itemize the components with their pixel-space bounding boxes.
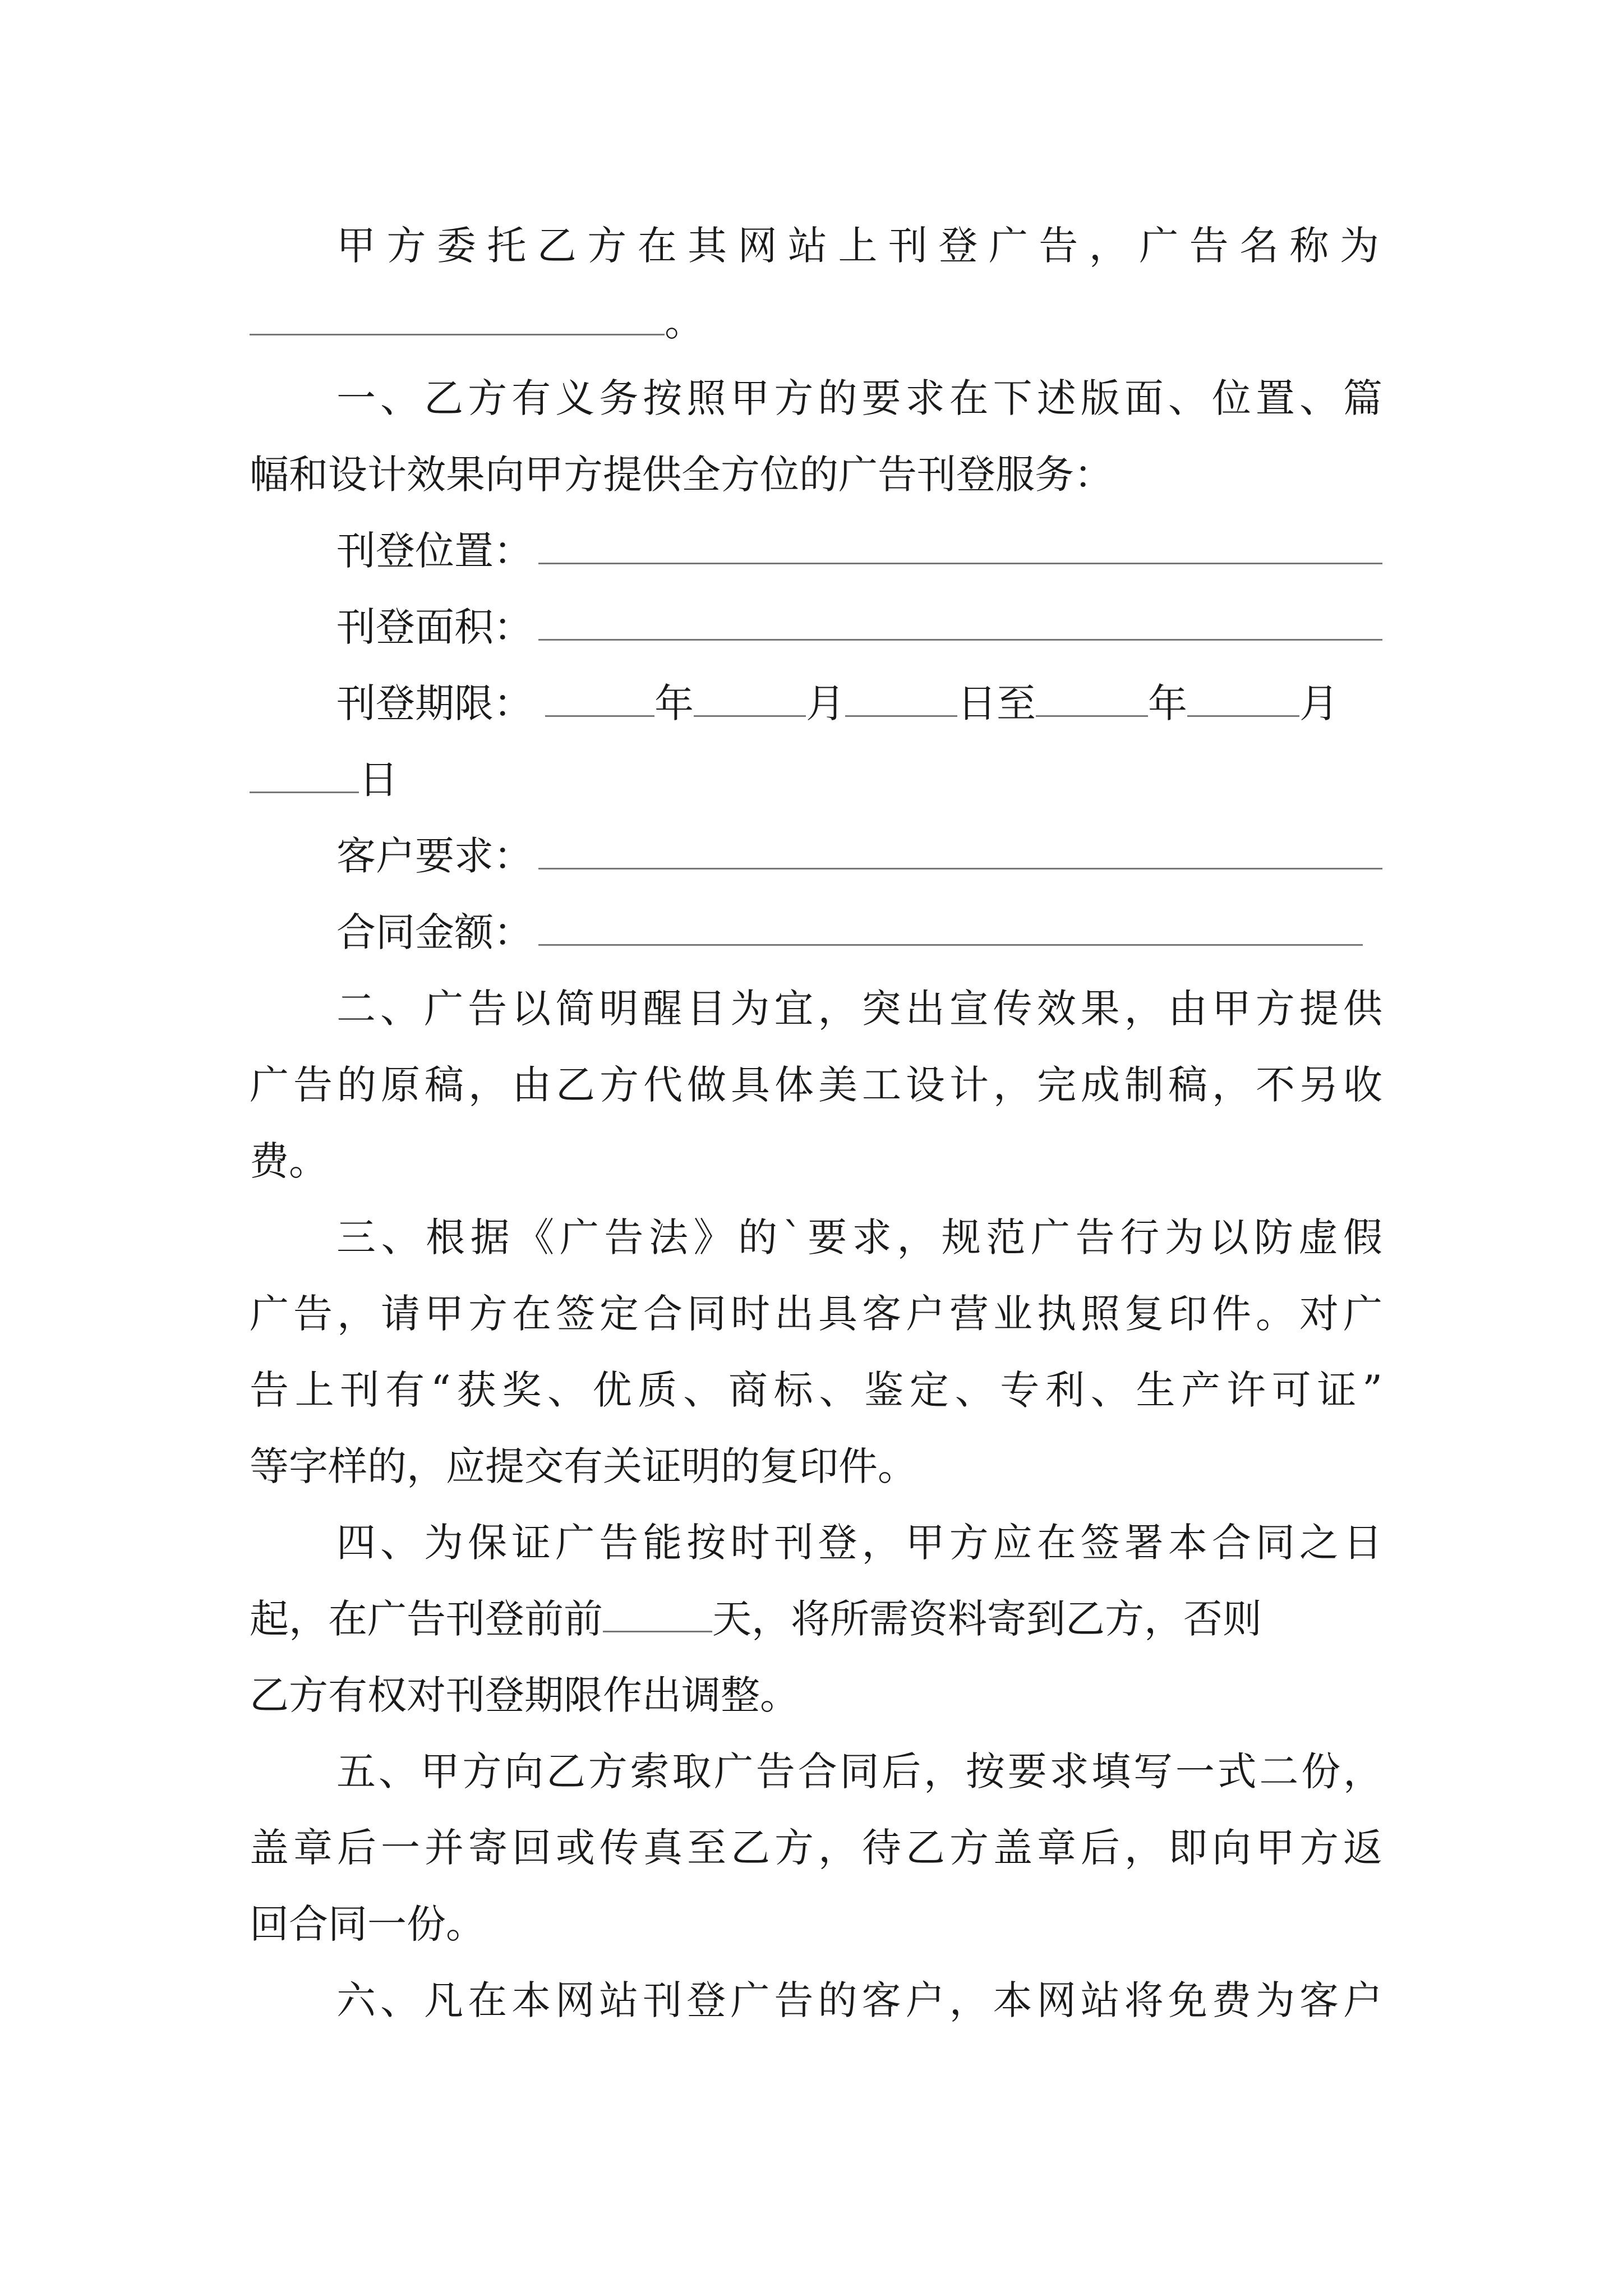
intro-line-2	[250, 294, 1382, 350]
s2-line-3: 费。	[250, 1138, 328, 1184]
s3-line-1: 三、根据《广告法》的`要求，规范广告行为以防虚假	[336, 1214, 1382, 1260]
days-blank[interactable]	[603, 1591, 712, 1632]
s1-line-2: 幅和设计效果向甲方提供全方位的广告刊登服务：	[250, 452, 1113, 498]
intro-line-1: 甲方委托乙方在其网站上刊登广告，广告名称为	[336, 223, 1382, 269]
s4-line-2-b: 天，将所需资料寄到乙方，否则	[712, 1596, 1262, 1642]
area-label: 刊登面积：	[336, 604, 533, 650]
s1-line-1: 一、乙方有义务按照甲方的要求在下述版面、位置、篇	[336, 375, 1382, 421]
period-label: 刊登期限：	[336, 680, 533, 726]
area-row	[336, 599, 1382, 655]
amount-row	[336, 904, 1363, 960]
day-label: 日	[359, 757, 398, 803]
client-label: 客户要求：	[336, 833, 533, 879]
month-label: 月	[806, 680, 845, 726]
s5-line-2: 盖章后一并寄回或传真至乙方，待乙方盖章后，即向甲方返	[250, 1825, 1382, 1871]
month2-label: 月	[1299, 680, 1339, 726]
area-blank[interactable]	[538, 600, 1382, 641]
intro-period: 。	[665, 299, 704, 345]
end-year-blank[interactable]	[1036, 676, 1148, 717]
ad-name-blank[interactable]	[250, 295, 665, 335]
s2-line-1: 二、广告以简明醒目为宜，突出宣传效果，由甲方提供	[336, 986, 1382, 1032]
s3-line-4: 等字样的，应提交有关证明的复印件。	[250, 1443, 917, 1489]
period-row	[336, 675, 1382, 731]
amount-blank[interactable]	[538, 905, 1363, 946]
client-blank[interactable]	[538, 829, 1382, 869]
period-row-2	[250, 752, 1382, 808]
start-year-blank[interactable]	[545, 676, 654, 717]
end-month-blank[interactable]	[1187, 676, 1299, 717]
s5-line-1: 五、甲方向乙方索取广告合同后，按要求填写一式二份，	[336, 1749, 1382, 1795]
end-day-blank[interactable]	[250, 752, 359, 793]
amount-label: 合同金额：	[336, 909, 533, 955]
position-row	[336, 523, 1382, 579]
position-label: 刊登位置：	[336, 528, 533, 574]
s2-line-2: 广告的原稿，由乙方代做具体美工设计，完成制稿，不另收	[250, 1062, 1382, 1108]
s3-line-3: 告上刊有“获奖、优质、商标、鉴定、专利、生产许可证”	[250, 1367, 1382, 1413]
s4-line-2-a: 起，在广告刊登前前	[250, 1596, 603, 1642]
year-label: 年	[654, 680, 694, 726]
start-month-blank[interactable]	[694, 676, 806, 717]
s6-line-1: 六、凡在本网站刊登广告的客户，本网站将免费为客户	[336, 1977, 1382, 2023]
day-to-label: 日至	[957, 680, 1036, 726]
client-row	[336, 828, 1382, 884]
year2-label: 年	[1148, 680, 1187, 726]
start-day-blank[interactable]	[845, 676, 957, 717]
s4-line-3: 乙方有权对刊登期限作出调整。	[250, 1672, 799, 1718]
position-blank[interactable]	[538, 523, 1382, 564]
s4-line-2	[250, 1591, 1382, 1647]
s4-line-1: 四、为保证广告能按时刊登，甲方应在签署本合同之日	[336, 1520, 1382, 1566]
s3-line-2: 广告，请甲方在签定合同时出具客户营业执照复印件。对广	[250, 1291, 1382, 1337]
s5-line-3: 回合同一份。	[250, 1901, 485, 1947]
